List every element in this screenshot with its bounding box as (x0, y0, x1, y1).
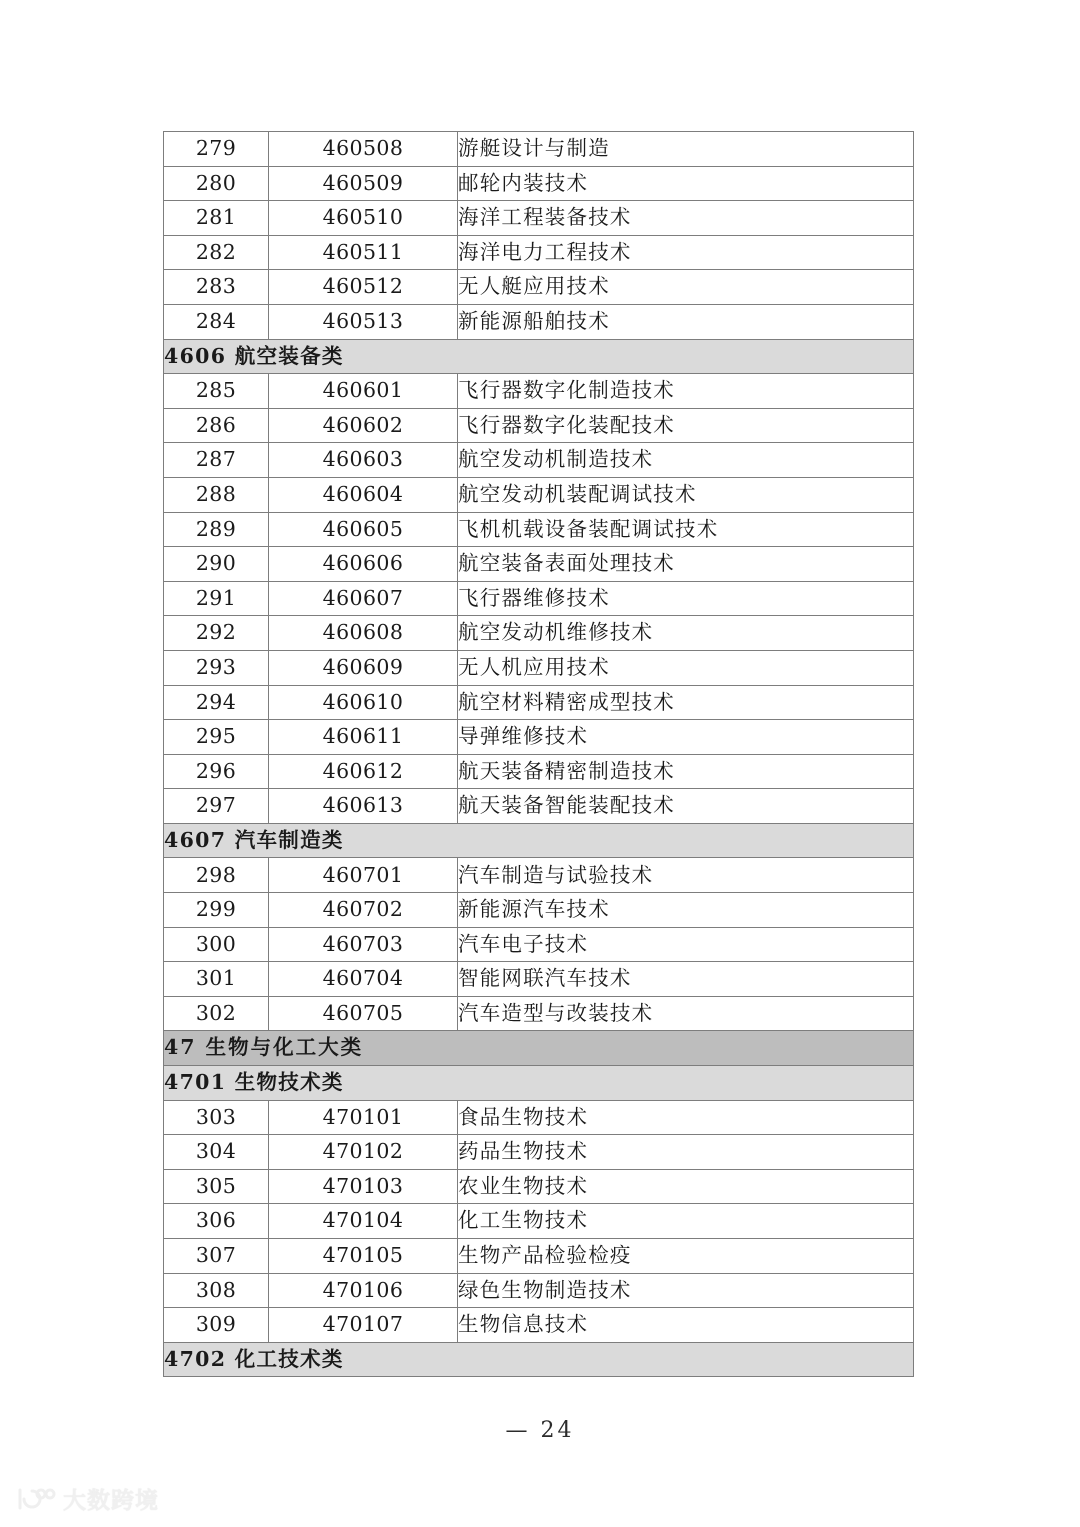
cell-sequence: 289 (164, 512, 269, 547)
cell-major-code: 460703 (269, 927, 458, 962)
cell-major-name: 绿色生物制造技术 (458, 1273, 914, 1308)
cell-sequence: 308 (164, 1273, 269, 1308)
table-row (164, 581, 914, 616)
catalog-table-body (164, 132, 914, 1377)
cell-major-name: 农业生物技术 (458, 1169, 914, 1204)
cell-sequence: 297 (164, 789, 269, 824)
cell-major-code: 460613 (269, 789, 458, 824)
cell-sequence: 280 (164, 166, 269, 201)
table-row (164, 304, 914, 339)
cell-major-name: 药品生物技术 (458, 1135, 914, 1170)
cell-major-code: 460701 (269, 858, 458, 893)
cell-major-name: 航空发动机维修技术 (458, 616, 914, 651)
cell-major-code: 460604 (269, 477, 458, 512)
cell-sequence: 279 (164, 132, 269, 167)
cell-major-name: 飞行器数字化装配技术 (458, 408, 914, 443)
table-row (164, 1308, 914, 1343)
cell-major-code: 460509 (269, 166, 458, 201)
cell-major-name: 航空材料精密成型技术 (458, 685, 914, 720)
table-row (164, 512, 914, 547)
subcategory-header-row (164, 1342, 914, 1377)
cell-major-code: 460513 (269, 304, 458, 339)
cell-sequence: 295 (164, 720, 269, 755)
cell-major-code: 470105 (269, 1239, 458, 1274)
cell-major-code: 460512 (269, 270, 458, 305)
table-row (164, 374, 914, 409)
cell-sequence: 296 (164, 754, 269, 789)
table-row (164, 962, 914, 997)
cell-sequence: 282 (164, 235, 269, 270)
cell-major-code: 470104 (269, 1204, 458, 1239)
cell-major-code: 460603 (269, 443, 458, 478)
cell-sequence: 302 (164, 996, 269, 1031)
cell-sequence: 301 (164, 962, 269, 997)
cell-major-code: 460704 (269, 962, 458, 997)
subcategory-header-row (164, 1066, 914, 1101)
cell-sequence: 286 (164, 408, 269, 443)
cell-major-code: 460702 (269, 893, 458, 928)
cell-major-name: 航天装备精密制造技术 (458, 754, 914, 789)
cell-major-name: 飞机机载设备装配调试技术 (458, 512, 914, 547)
cell-sequence: 284 (164, 304, 269, 339)
cell-major-name: 航空发动机装配调试技术 (458, 477, 914, 512)
cell-sequence: 305 (164, 1169, 269, 1204)
table-row (164, 685, 914, 720)
table-row (164, 132, 914, 167)
cell-major-name: 无人艇应用技术 (458, 270, 914, 305)
cell-sequence: 281 (164, 201, 269, 236)
table-row (164, 616, 914, 651)
watermark (16, 1482, 159, 1515)
page-number-footer: — 24 (505, 1418, 575, 1443)
cell-sequence: 292 (164, 616, 269, 651)
cell-sequence: 291 (164, 581, 269, 616)
cell-major-code: 460608 (269, 616, 458, 651)
table-row (164, 1239, 914, 1274)
table-row (164, 547, 914, 582)
cell-major-code: 460612 (269, 754, 458, 789)
watermark-label: 大数跨境 (63, 1488, 159, 1514)
table-row (164, 166, 914, 201)
cell-major-code: 460606 (269, 547, 458, 582)
cell-sequence: 300 (164, 927, 269, 962)
cell-major-name: 航空装备表面处理技术 (458, 547, 914, 582)
subcategory-header-row (164, 823, 914, 858)
cell-sequence: 285 (164, 374, 269, 409)
table-row (164, 927, 914, 962)
cell-major-name: 汽车造型与改装技术 (458, 996, 914, 1031)
table-row (164, 201, 914, 236)
cell-major-name: 汽车制造与试验技术 (458, 858, 914, 893)
cell-sequence: 298 (164, 858, 269, 893)
major-catalog-table (163, 131, 914, 1377)
subcategory-label: 4606 航空装备类 (164, 339, 914, 374)
cell-major-name: 导弹维修技术 (458, 720, 914, 755)
cell-sequence: 293 (164, 650, 269, 685)
cell-major-code: 460609 (269, 650, 458, 685)
cell-major-name: 汽车电子技术 (458, 927, 914, 962)
cell-major-code: 460602 (269, 408, 458, 443)
cell-major-code: 470107 (269, 1308, 458, 1343)
table-row (164, 858, 914, 893)
cell-major-code: 470101 (269, 1100, 458, 1135)
cell-sequence: 299 (164, 893, 269, 928)
table-row (164, 443, 914, 478)
cell-major-name: 生物信息技术 (458, 1308, 914, 1343)
table-row (164, 1169, 914, 1204)
table-row (164, 1204, 914, 1239)
cell-major-name: 智能网联汽车技术 (458, 962, 914, 997)
table-row (164, 1100, 914, 1135)
cell-major-code: 470103 (269, 1169, 458, 1204)
cell-sequence: 309 (164, 1308, 269, 1343)
cell-major-name: 航空发动机制造技术 (458, 443, 914, 478)
table-row (164, 650, 914, 685)
cell-major-code: 460601 (269, 374, 458, 409)
cell-major-name: 新能源汽车技术 (458, 893, 914, 928)
cell-major-name: 新能源船舶技术 (458, 304, 914, 339)
cell-major-code: 460511 (269, 235, 458, 270)
major-category-label: 47 生物与化工大类 (164, 1031, 914, 1066)
cell-major-name: 飞行器维修技术 (458, 581, 914, 616)
subcategory-label: 4702 化工技术类 (164, 1342, 914, 1377)
subcategory-label: 4607 汽车制造类 (164, 823, 914, 858)
cell-major-name: 游艇设计与制造 (458, 132, 914, 167)
cell-sequence: 290 (164, 547, 269, 582)
table-row (164, 1273, 914, 1308)
table-row (164, 408, 914, 443)
cell-major-name: 航天装备智能装配技术 (458, 789, 914, 824)
cell-sequence: 288 (164, 477, 269, 512)
major-category-header-row (164, 1031, 914, 1066)
cell-major-name: 无人机应用技术 (458, 650, 914, 685)
cell-major-code: 460510 (269, 201, 458, 236)
cell-sequence: 287 (164, 443, 269, 478)
table-row (164, 477, 914, 512)
cell-major-name: 飞行器数字化制造技术 (458, 374, 914, 409)
cell-major-code: 470102 (269, 1135, 458, 1170)
cell-sequence: 294 (164, 685, 269, 720)
table-row (164, 720, 914, 755)
cell-sequence: 306 (164, 1204, 269, 1239)
table-row (164, 235, 914, 270)
cell-major-code: 460607 (269, 581, 458, 616)
cell-major-code: 460605 (269, 512, 458, 547)
table-row (164, 754, 914, 789)
table-row (164, 1135, 914, 1170)
cell-major-name: 海洋电力工程技术 (458, 235, 914, 270)
cell-major-name: 化工生物技术 (458, 1204, 914, 1239)
cell-sequence: 307 (164, 1239, 269, 1274)
cell-major-name: 生物产品检验检疫 (458, 1239, 914, 1274)
table-row (164, 996, 914, 1031)
table-row (164, 270, 914, 305)
subcategory-header-row (164, 339, 914, 374)
subcategory-label: 4701 生物技术类 (164, 1066, 914, 1101)
cell-major-name: 海洋工程装备技术 (458, 201, 914, 236)
dashukuajing-logo-icon (16, 1486, 56, 1512)
cell-major-code: 460610 (269, 685, 458, 720)
cell-major-code: 460705 (269, 996, 458, 1031)
cell-major-code: 470106 (269, 1273, 458, 1308)
cell-major-code: 460611 (269, 720, 458, 755)
cell-major-code: 460508 (269, 132, 458, 167)
cell-major-name: 食品生物技术 (458, 1100, 914, 1135)
cell-sequence: 304 (164, 1135, 269, 1170)
cell-major-name: 邮轮内装技术 (458, 166, 914, 201)
cell-sequence: 283 (164, 270, 269, 305)
cell-sequence: 303 (164, 1100, 269, 1135)
table-row (164, 789, 914, 824)
table-row (164, 893, 914, 928)
